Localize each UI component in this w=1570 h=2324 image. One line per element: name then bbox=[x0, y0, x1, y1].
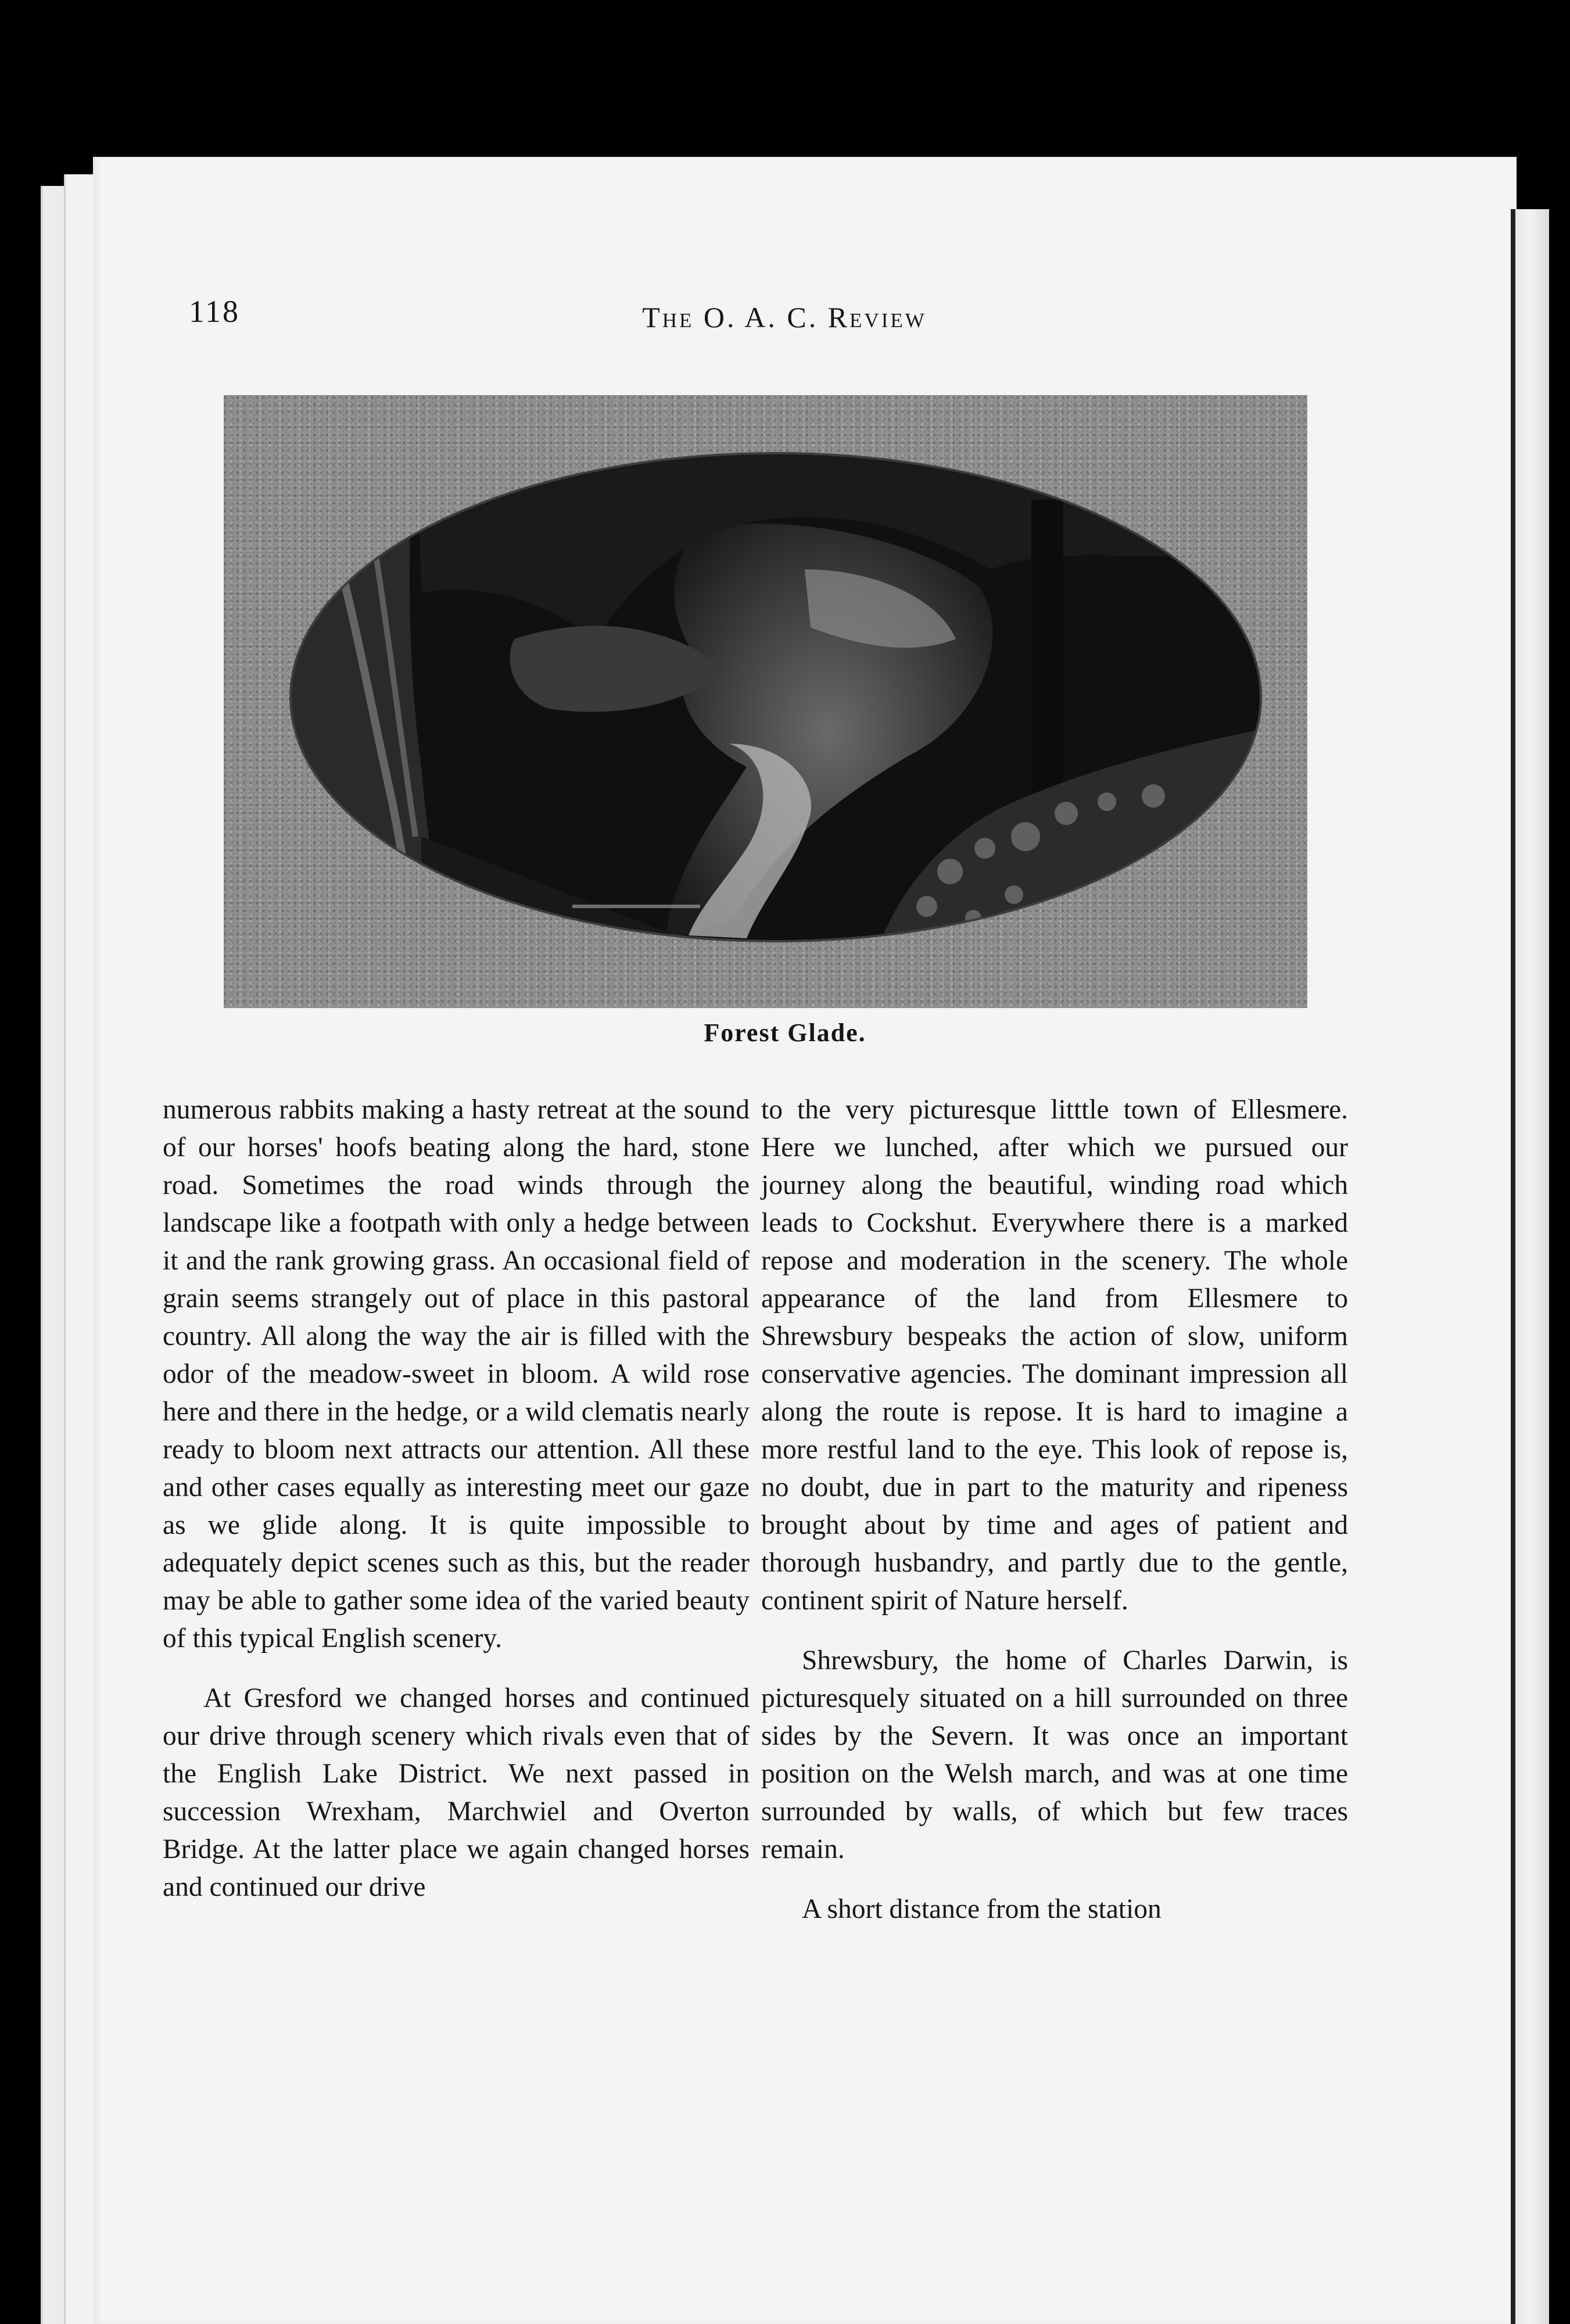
paragraph: numerous rabbits making a hasty retreat at the sound of our horses' hoofs beating along the hard, stone road. Sometimes the road winds through the landscape like a footpath with only a hedge between it and the rank growing grass. An occasional field of grain seems strangely out of place in this pastoral country. All along the way the air is filled with the odor of the meadow-sweet in bloom. A wild rose here and there in the hedge, or a wild clematis nearly ready to bloom next attracts our attention. All these and other cases equally as interesting meet our gaze as we glide along. It is quite impossible to adequately depict scenes such as this, but the reader may be able to gather some idea of the varied beauty of this typical English scenery. bbox=[163, 1095, 750, 1654]
running-title: The O. A. C. Review bbox=[642, 301, 927, 333]
text-column-right bbox=[761, 1091, 1348, 1950]
page-header bbox=[0, 293, 1570, 340]
photo-vignette bbox=[224, 395, 1307, 1008]
paragraph: Shrewsbury, the home of Charles Darwin, is picturesquely situated on a hill surrounded on three sides by the Severn. It was once an important position on the Welsh march, and was at one time surrounded by walls, of which but few traces remain. bbox=[761, 1645, 1348, 1864]
paragraph: to the very picturesque litttle town of Ellesmere. Here we lunched, after which we pursued our journey along the beautiful, winding road which leads to Cockshut. Everywhere there is a marked repose and moderation in the scenery. The whole appearance of the land from Ellesmere to Shrewsbury bespeaks the action of slow, uniform conservative agencies. The dominant impression all along the route is repose. It is hard to imagine a more restful land to the eye. This look of repose is, no doubt, due in part to the maturity and ripeness brought about by time and ages of patient and thorough husbandry, and partly due to the gentle, continent spirit of Nature herself. bbox=[761, 1095, 1348, 1616]
text-column-left bbox=[163, 1091, 750, 1928]
paragraph: A short distance from the station bbox=[802, 1894, 1162, 1924]
paragraph: At Gresford we changed horses and continued our drive through scenery which rivals even that of the English Lake District. We next passed in succession Wrexham, Marchwiel and Overton Bridge. At the latter place we again changed horses and continued our drive bbox=[163, 1683, 750, 1902]
page-number: 118 bbox=[189, 294, 240, 329]
gutter-line bbox=[1511, 209, 1515, 2324]
figure-caption: Forest Glade. bbox=[704, 1018, 866, 1047]
forest-glade-photograph bbox=[224, 395, 1307, 1008]
facing-page-edge bbox=[1514, 209, 1549, 2324]
